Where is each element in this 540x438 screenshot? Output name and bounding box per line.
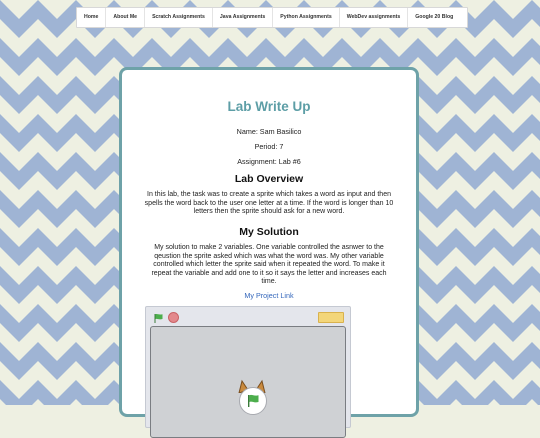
solution-heading: My Solution: [239, 226, 299, 238]
scratch-stage[interactable]: [150, 326, 346, 438]
overview-text: In this lab, the task was to create a sprite which takes a word as input and then spells the word back to the user one letter at a time. If the word is longer than 10 letters then the sprite should ask for a new word.: [144, 191, 394, 215]
stop-icon[interactable]: [168, 312, 179, 323]
green-flag-icon[interactable]: [153, 311, 164, 322]
nav-webdev-assignments[interactable]: WebDev assignments: [340, 8, 409, 27]
stage-mode-toggle-icon[interactable]: [318, 312, 344, 323]
assignment-label: Assignment: Lab #6: [237, 157, 301, 166]
nav-about-me[interactable]: About Me: [106, 8, 145, 27]
student-name: Name: Sam Basilico: [236, 127, 302, 136]
content-panel: [119, 67, 419, 417]
project-link[interactable]: My Project Link: [244, 291, 294, 300]
scratch-player: [145, 306, 351, 428]
nav-java-assignments[interactable]: Java Assignments: [213, 8, 273, 27]
nav-scratch-assignments[interactable]: Scratch Assignments: [145, 8, 213, 27]
page-title: Lab Write Up: [227, 99, 311, 114]
top-navigation: [76, 7, 468, 28]
nav-home[interactable]: Home: [77, 8, 106, 27]
solution-text: My solution to make 2 variables. One variable controlled the asnwer to the qeustion the sprite asked which was what the word was. My other variable controlled which letter the sprite said when it repeated the word. To make it repeat the variable and add one to it so it says the letter and increases each time.: [151, 244, 387, 285]
play-overlay-green-flag-icon[interactable]: [239, 387, 267, 415]
overview-heading: Lab Overview: [234, 173, 304, 185]
nav-google-20-blog[interactable]: Google 20 Blog: [415, 14, 454, 20]
nav-python-assignments[interactable]: Python Assignments: [273, 8, 339, 27]
student-period: Period: 7: [254, 142, 284, 151]
